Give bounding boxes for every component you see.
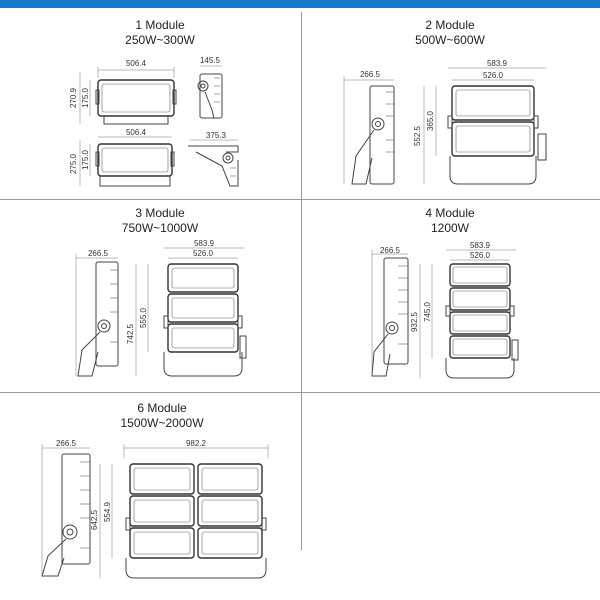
dim-1-bottom-height-inner: 175.0 [81,149,90,171]
dim-6-side-width: 266.5 [55,439,77,448]
dim-1-side-bottom-width: 375.3 [205,131,227,140]
module-4-side-view [372,250,408,376]
module-6-side-view [42,444,90,576]
module-2-front-view [424,68,546,184]
dim-1-top-width: 506.4 [125,59,147,68]
module-4-front-view [420,250,518,378]
dim-1-side-top-width: 145.5 [199,56,221,65]
module-3-side-view [76,254,118,376]
dim-6-overall-height: 642.5 [90,509,99,531]
dim-6-overall-width: 982.2 [185,439,207,448]
dim-4-inner-height: 745.0 [423,301,432,323]
module-3-name: 3 Module [135,206,185,220]
module-6-front-view [100,444,268,578]
dim-4-side-width: 266.5 [379,246,401,255]
module-2-side-view [344,76,394,184]
dim-3-overall-width: 583.9 [193,239,215,248]
dim-3-side-width: 266.5 [87,249,109,258]
dim-1-bottom-height-outer: 275.0 [69,153,78,175]
module-1-side-top [198,66,222,118]
dim-2-side-width: 266.5 [359,70,381,79]
module-6-name: 6 Module [137,401,187,415]
dim-3-inner-width: 526.0 [192,249,214,258]
module-4-name: 4 Module [425,206,475,220]
dim-2-inner-height: 365.0 [426,110,435,132]
dim-4-overall-width: 583.9 [469,241,491,250]
module-6-power: 1500W~2000W [120,416,204,430]
module-1-power: 250W~300W [125,33,195,47]
module-1-front-top [80,67,176,124]
dim-3-inner-height: 555.0 [139,307,148,329]
dim-3-overall-height: 742.5 [126,323,135,345]
dim-2-overall-width: 583.9 [486,59,508,68]
module-1-front-bottom [80,137,174,186]
module-1-name: 1 Module [135,18,185,32]
module-2-power: 500W~600W [415,33,485,47]
module-2-name: 2 Module [425,18,475,32]
dim-4-inner-width: 526.0 [469,251,491,260]
dim-4-overall-height: 932.5 [410,311,419,333]
module-3-power: 750W~1000W [121,221,199,235]
module-3-front-view [136,248,246,376]
dim-2-overall-height: 552.5 [413,125,422,147]
dim-1-bottom-width: 506.4 [125,128,147,137]
dim-6-inner-height: 554.9 [103,501,112,523]
module-4-power: 1200W [430,221,470,235]
module-1-side-bottom [188,140,238,186]
dim-1-top-height-outer: 270.9 [69,87,78,109]
dim-1-top-height-inner: 175.0 [81,87,90,109]
dim-2-inner-width: 526.0 [482,71,504,80]
